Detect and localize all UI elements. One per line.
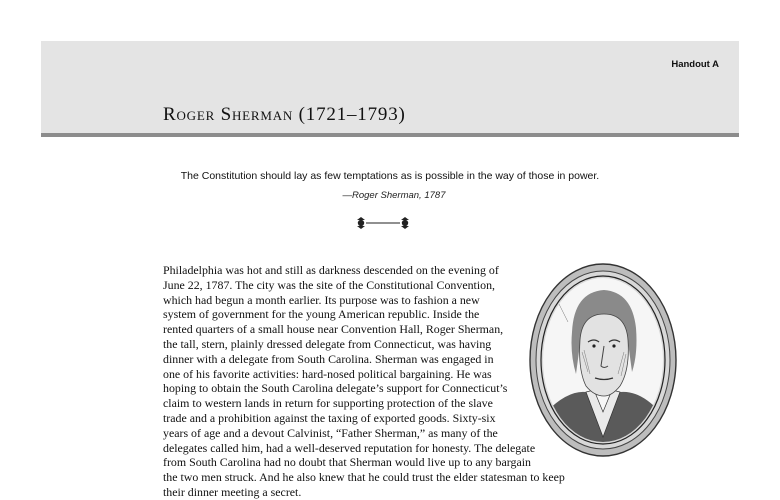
body-line: the two men struck. And he also knew that he could trust the elder statesman to keep bbox=[163, 470, 565, 485]
body-line: their dinner meeting a secret. bbox=[163, 484, 302, 499]
epigraph-attribution: —Roger Sherman, 1787 bbox=[342, 190, 446, 201]
body-line: the tall, stern, plainly dressed delegate from Connecticut, was having bbox=[163, 336, 492, 351]
body-line: system of government for the young American republic. Inside the bbox=[163, 307, 480, 322]
body-line: dinner with a delegate from South Carolina. Sherman was engaged in bbox=[163, 351, 494, 366]
page-title: Roger Sherman (1721–1793) bbox=[163, 104, 406, 125]
body-paragraph bbox=[163, 263, 563, 500]
body-line: one of his favorite activities: hard-nosed political bargaining. He was bbox=[163, 366, 492, 381]
body-line: Philadelphia was hot and still as darkness descended on the evening of bbox=[163, 263, 499, 277]
body-line: trade and a prohibition against the taxing of exported goods. Sixty-six bbox=[163, 410, 496, 425]
body-line: rented quarters of a small house near Convention Hall, Roger Sherman, bbox=[163, 322, 504, 337]
header-rule bbox=[41, 133, 739, 137]
body-line: June 22, 1787. The city was the site of the Constitutional Convention, bbox=[163, 277, 496, 292]
handout-label: Handout A bbox=[671, 59, 719, 70]
body-line: from South Carolina had no doubt that Sherman would live up to any bargain bbox=[163, 455, 531, 470]
body-line: claim to western lands in return for supporting protection of the slave bbox=[163, 396, 493, 411]
body-line: years of age and a devout Calvinist, “Father Sherman,” as many of the bbox=[163, 425, 498, 440]
body-line: delegates called him, had a well-deserved reputation for honesty. The delegate bbox=[163, 440, 536, 455]
body-line: hoping to obtain the South Carolina delegate’s support for Connecticut’s bbox=[163, 381, 508, 396]
ornament-divider bbox=[355, 216, 411, 230]
body-line: which had begun a month earlier. Its purpose was to fashion a new bbox=[163, 292, 480, 307]
epigraph-quote: The Constitution should lay as few temptations as is possible in the way of those in power. bbox=[180, 170, 600, 182]
portrait-engraving bbox=[528, 262, 678, 458]
